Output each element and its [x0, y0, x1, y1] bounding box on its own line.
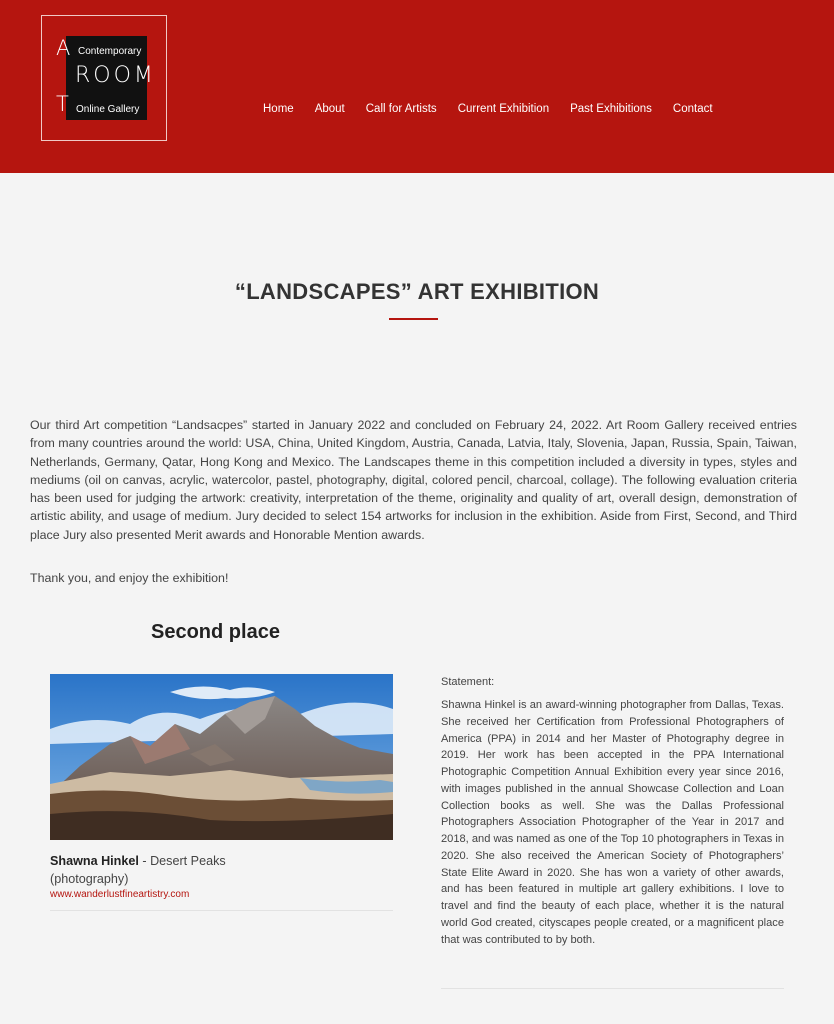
nav-current-exhibition[interactable]: Current Exhibition	[457, 103, 550, 115]
logo-letter-t: T	[56, 92, 69, 116]
page-title: “LANDSCAPES” ART EXHIBITION	[234, 279, 600, 304]
artist-caption	[50, 852, 393, 888]
intro-paragraph: Our third Art competition “Landsacpes” started in January 2022 and concluded on February 24, 2022. Art Room Gallery received entries from many countries around the world: USA, China, United Kingdom, Austria, Canada, Latvia, Italy, Slovenia, Japan, Russia, Spain, Taiwan, Netherlands, Germany, Qatar, Hong Kong and Mexico. The Landscapes theme in this competition included a diversity in types, styles and mediums (oil on canvas, acrylic, watercolor, pastel, photography, digital, colored pencil, charcoal, collage). The following evaluation criteria has been used for judging the artwork: creativity, interpretation of the theme, originality and quality of art, overall design, demonstration of artistic ability, and usage of medium. Jury decided to select 154 artworks for inclusion in the exhibition. Aside from First, Second, and Third place Jury also presented Merit awards and Honorable Mention awards.	[30, 418, 797, 542]
logo-word-room: ROOM	[75, 63, 156, 88]
gallery-logo[interactable]	[41, 15, 167, 141]
title-underline	[389, 318, 438, 320]
artwork-medium: (photography)	[50, 872, 129, 886]
award-place-heading: Second place	[151, 621, 280, 643]
caption-divider	[50, 910, 393, 911]
main-nav	[263, 103, 713, 115]
nav-past-exhibitions[interactable]: Past Exhibitions	[570, 103, 652, 115]
artwork-photo[interactable]	[50, 674, 393, 840]
thanks-text: Thank you, and enjoy the exhibition!	[30, 571, 229, 585]
artwork-title: - Desert Peaks	[138, 854, 226, 868]
site-header	[0, 0, 834, 173]
logo-tagline-contemporary: Contemporary	[78, 46, 142, 57]
artist-name: Shawna Hinkel	[50, 854, 139, 868]
artist-statement: Shawna Hinkel is an award-winning photographer from Dallas, Texas. She received her Certification from Professional Photographers of America (PPA) in 2014 and her Master of Photography degree in 2019. Her work has been accepted in the PPA International Photographic Competition Annual Exhibition every year since 2016, with images published in the annual Showcase Collection and Loan Collection books as well. She was the Dallas Professional Photographers Association Photographer of the Year in 2017 and 2018, and was named as one of the Top 10 photographers in Texas in 2020. She also received the American Society of Photographers’ State Elite Award in 2020. She has won a variety of other awards, and has been featured in multiple art gallery exhibitions. I love to travel and find the beauty of each place, whether it is the natural world God created, cityscapes people created, or a magnificent place that was contributed to by both.	[441, 699, 784, 946]
nav-about[interactable]: About	[314, 103, 345, 115]
logo-tagline-online-gallery: Online Gallery	[76, 104, 140, 115]
artist-website-link[interactable]: www.wanderlustfineartistry.com	[50, 889, 190, 900]
statement-label: Statement:	[441, 676, 495, 688]
nav-call-for-artists[interactable]: Call for Artists	[365, 103, 437, 115]
nav-contact[interactable]: Contact	[672, 103, 713, 115]
desert-peaks-image	[50, 674, 393, 840]
logo-letter-a: A	[56, 36, 71, 60]
statement-divider	[441, 988, 784, 989]
nav-home[interactable]: Home	[263, 103, 294, 115]
